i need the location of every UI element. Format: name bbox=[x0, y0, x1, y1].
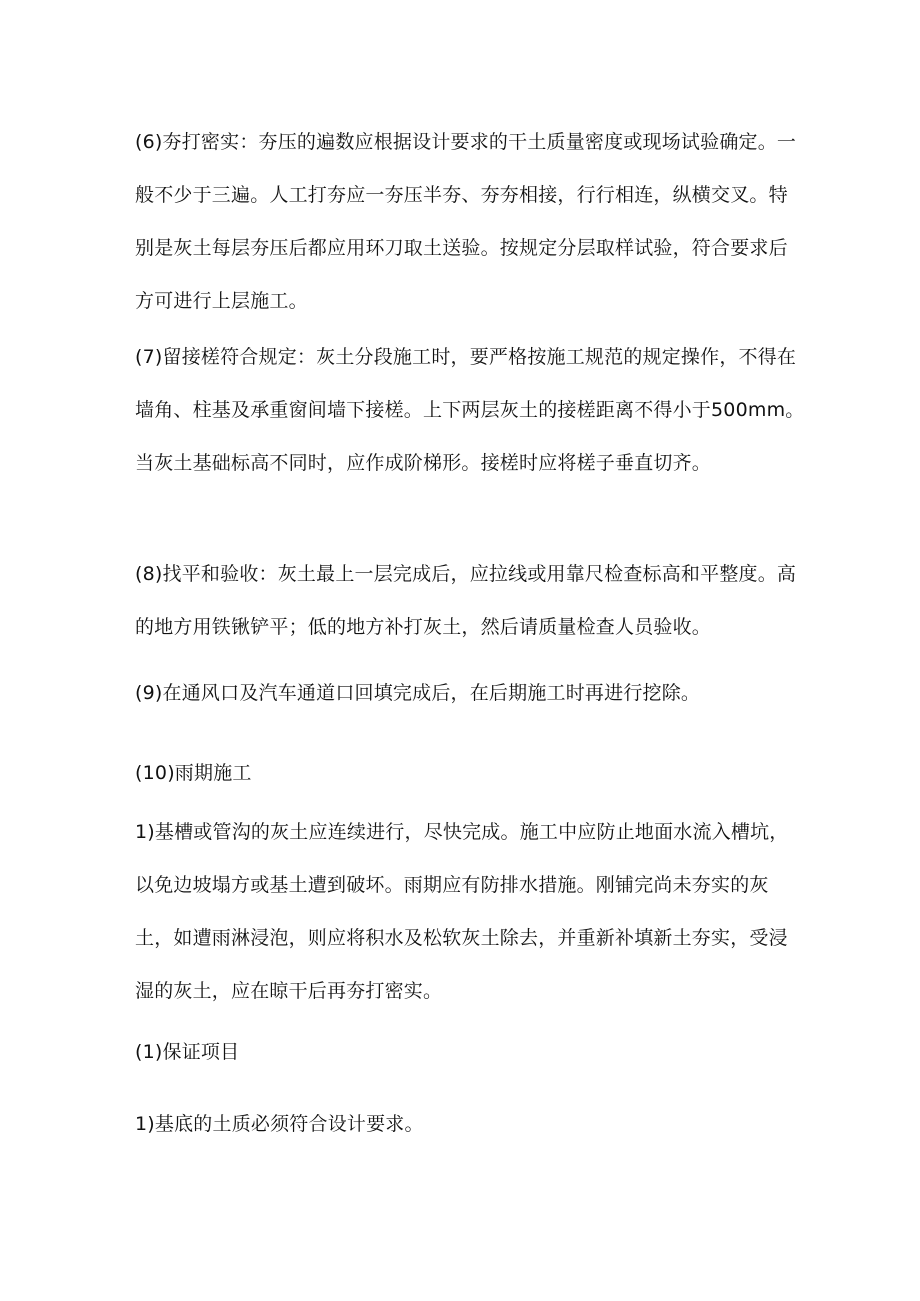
paragraph-9-excavation: (9)在通风口及汽车通道口回填完成后，在后期施工时再进行挖除。 bbox=[135, 682, 701, 704]
paragraph-guarantee-item-1: 1)基底的土质必须符合设计要求。 bbox=[135, 1113, 424, 1135]
paragraph-guarantee-heading: (1)保证项目 bbox=[135, 1041, 240, 1063]
paragraph-8-leveling: (8)找平和验收：灰土最上一层完成后，应拉线或用靠尺检查标高和平整度。高的地方用铁锹铲平；低的地方补打灰土，然后请质量检查人员验收。 bbox=[135, 563, 797, 638]
paragraph-10-rainy-season: (10)雨期施工 bbox=[135, 762, 252, 784]
paragraph-6-compaction: (6)夯打密实：夯压的遍数应根据设计要求的干土质量密度或现场试验确定。一般不少于三遍。人工打夯应一夯压半夯、夯夯相接，行行相连，纵横交叉。特别是灰土每层夯压后都应用环刀取土送验。按规定分层取样试验，符合要求后方可进行上层施工。 bbox=[135, 131, 797, 312]
paragraph-7-joint: (7)留接槎符合规定：灰土分段施工时，要严格按施工规范的规定操作，不得在墙角、柱基及承重窗间墙下接槎。上下两层灰土的接槎距离不得小于500mm。当灰土基础标高不同时，应作成阶梯形。接槎时应将槎子垂直切齐。 bbox=[135, 346, 805, 474]
paragraph-rain-item-1: 1)基槽或管沟的灰土应连续进行，尽快完成。施工中应防止地面水流入槽坑，以免边坡塌方或基土遭到破坏。雨期应有防排水措施。刚铺完尚未夯实的灰土，如遭雨淋浸泡，则应将积水及松软灰土除去，并重新补填新土夯实，受浸湿的灰土，应在晾干后再夯打密实。 bbox=[135, 821, 789, 1002]
